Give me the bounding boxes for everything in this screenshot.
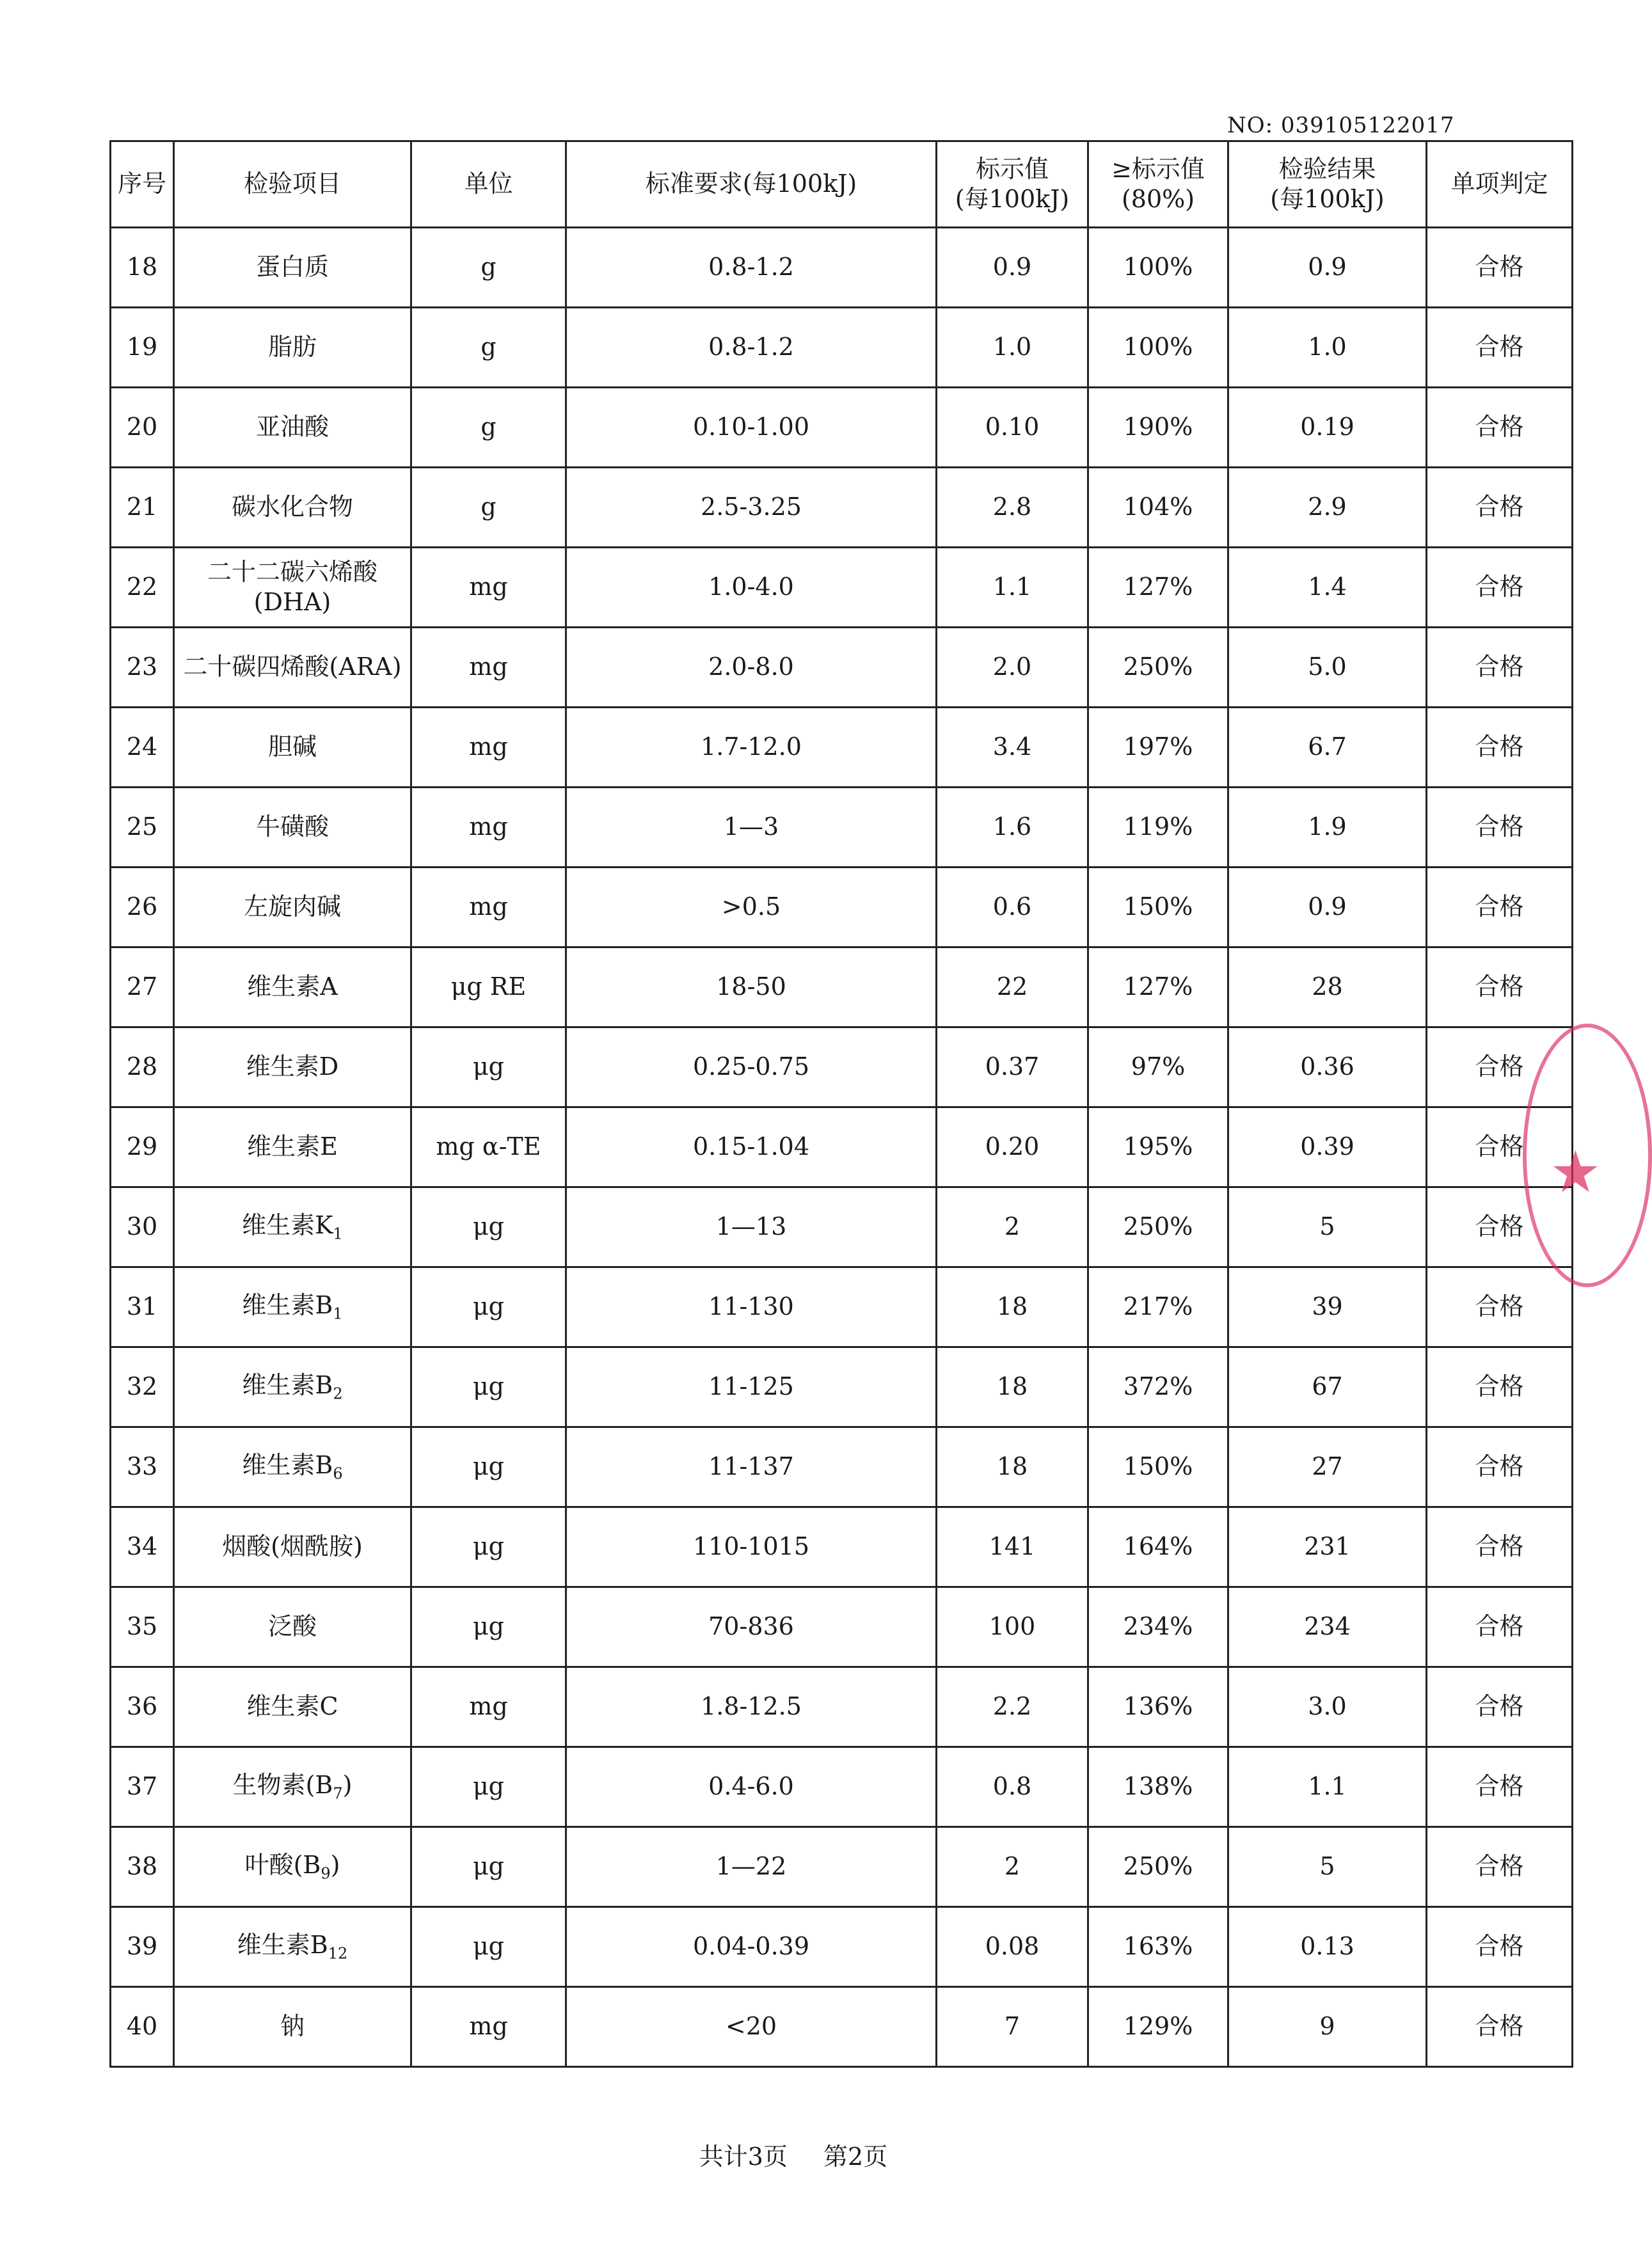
cell-item bbox=[174, 628, 411, 708]
cell-unit: g bbox=[411, 388, 566, 468]
cell-label-value: 1.1 bbox=[937, 548, 1088, 628]
header-seq: 序号 bbox=[111, 141, 174, 228]
cell-result: 0.19 bbox=[1228, 388, 1427, 468]
item-name: 维生素B bbox=[242, 1451, 333, 1480]
cell-result: 234 bbox=[1228, 1587, 1427, 1667]
cell-item bbox=[174, 548, 411, 628]
cell-unit: μg bbox=[411, 1827, 566, 1907]
cell-judgement: 合格 bbox=[1427, 1907, 1573, 1987]
cell-judgement: 合格 bbox=[1427, 1107, 1573, 1187]
cell-seq: 32 bbox=[111, 1347, 174, 1427]
cell-unit: μg bbox=[411, 1907, 566, 1987]
cell-percent: 138% bbox=[1088, 1747, 1228, 1827]
table-row bbox=[111, 1987, 1573, 2067]
cell-percent: 250% bbox=[1088, 1187, 1228, 1267]
table-row bbox=[111, 1267, 1573, 1347]
cell-unit: μg bbox=[411, 1587, 566, 1667]
cell-seq: 30 bbox=[111, 1187, 174, 1267]
cell-seq: 35 bbox=[111, 1587, 174, 1667]
cell-item bbox=[174, 1027, 411, 1107]
cell-judgement: 合格 bbox=[1427, 1747, 1573, 1827]
cell-label-value: 100 bbox=[937, 1587, 1088, 1667]
item-subscript: 1 bbox=[333, 1225, 343, 1243]
cell-item bbox=[174, 228, 411, 308]
cell-result: 231 bbox=[1228, 1507, 1427, 1587]
cell-judgement: 合格 bbox=[1427, 308, 1573, 388]
cell-unit: mg bbox=[411, 628, 566, 708]
cell-standard: 18-50 bbox=[566, 947, 937, 1027]
cell-label-value: 1.0 bbox=[937, 308, 1088, 388]
cell-standard: 0.8-1.2 bbox=[566, 308, 937, 388]
cell-percent: 250% bbox=[1088, 628, 1228, 708]
cell-seq: 18 bbox=[111, 228, 174, 308]
item-name: 牛磺酸 bbox=[255, 812, 329, 841]
cell-seq: 20 bbox=[111, 388, 174, 468]
cell-standard: 2.5-3.25 bbox=[566, 468, 937, 548]
cell-judgement: 合格 bbox=[1427, 1987, 1573, 2067]
cell-result: 39 bbox=[1228, 1267, 1427, 1347]
cell-label-value: 2.8 bbox=[937, 468, 1088, 548]
cell-unit: μg RE bbox=[411, 947, 566, 1027]
cell-label-value: 1.6 bbox=[937, 788, 1088, 868]
table-row bbox=[111, 1187, 1573, 1267]
cell-judgement: 合格 bbox=[1427, 1187, 1573, 1267]
item-subscript: 6 bbox=[333, 1464, 343, 1483]
cell-item bbox=[174, 868, 411, 947]
cell-result: 5.0 bbox=[1228, 628, 1427, 708]
cell-judgement: 合格 bbox=[1427, 1267, 1573, 1347]
cell-result: 5 bbox=[1228, 1187, 1427, 1267]
item-name: 亚油酸 bbox=[255, 413, 329, 441]
cell-standard: <20 bbox=[566, 1987, 937, 2067]
cell-unit: μg bbox=[411, 1027, 566, 1107]
cell-label-value: 7 bbox=[937, 1987, 1088, 2067]
cell-result: 0.9 bbox=[1228, 868, 1427, 947]
cell-standard: 0.15-1.04 bbox=[566, 1107, 937, 1187]
cell-percent: 217% bbox=[1088, 1267, 1228, 1347]
header-result: 检验结果 (每100kJ) bbox=[1228, 141, 1427, 228]
cell-percent: 197% bbox=[1088, 708, 1228, 788]
cell-unit: μg bbox=[411, 1507, 566, 1587]
cell-item bbox=[174, 1187, 411, 1267]
cell-percent: 136% bbox=[1088, 1667, 1228, 1747]
cell-label-value: 0.20 bbox=[937, 1107, 1088, 1187]
cell-unit: μg bbox=[411, 1747, 566, 1827]
cell-label-value: 0.08 bbox=[937, 1907, 1088, 1987]
cell-standard: 2.0-8.0 bbox=[566, 628, 937, 708]
table-row bbox=[111, 868, 1573, 947]
item-subscript: 9 bbox=[321, 1864, 331, 1883]
cell-result: 6.7 bbox=[1228, 708, 1427, 788]
cell-result: 0.9 bbox=[1228, 228, 1427, 308]
header-standard: 标准要求(每100kJ) bbox=[566, 141, 937, 228]
cell-label-value: 0.6 bbox=[937, 868, 1088, 947]
cell-seq: 19 bbox=[111, 308, 174, 388]
stamp-star-icon: ★ bbox=[1550, 1139, 1601, 1206]
cell-percent: 190% bbox=[1088, 388, 1228, 468]
cell-seq: 34 bbox=[111, 1507, 174, 1587]
cell-label-value: 2.0 bbox=[937, 628, 1088, 708]
cell-judgement: 合格 bbox=[1427, 1587, 1573, 1667]
cell-item bbox=[174, 1747, 411, 1827]
cell-judgement: 合格 bbox=[1427, 947, 1573, 1027]
table-row bbox=[111, 1827, 1573, 1907]
cell-seq: 22 bbox=[111, 548, 174, 628]
item-name: 维生素B bbox=[242, 1371, 333, 1400]
cell-seq: 23 bbox=[111, 628, 174, 708]
cell-item bbox=[174, 788, 411, 868]
item-subscript: 7 bbox=[333, 1784, 343, 1803]
cell-unit: μg bbox=[411, 1427, 566, 1507]
item-name-line2: (DHA) bbox=[253, 588, 331, 616]
cell-percent: 127% bbox=[1088, 548, 1228, 628]
cell-percent: 104% bbox=[1088, 468, 1228, 548]
cell-result: 1.9 bbox=[1228, 788, 1427, 868]
item-name: 维生素K bbox=[242, 1211, 333, 1240]
table-row bbox=[111, 947, 1573, 1027]
inspection-table bbox=[109, 140, 1573, 2068]
cell-percent: 127% bbox=[1088, 947, 1228, 1027]
cell-standard: 1.0-4.0 bbox=[566, 548, 937, 628]
cell-unit: μg bbox=[411, 1267, 566, 1347]
current-page: 第2页 bbox=[823, 2143, 888, 2171]
item-name: 碳水化合物 bbox=[231, 493, 353, 521]
cell-standard: 70-836 bbox=[566, 1587, 937, 1667]
cell-standard: 110-1015 bbox=[566, 1507, 937, 1587]
item-name: 脂肪 bbox=[267, 333, 317, 361]
cell-standard: 0.25-0.75 bbox=[566, 1027, 937, 1107]
header-label-value: 标示值 (每100kJ) bbox=[937, 141, 1088, 228]
cell-item bbox=[174, 947, 411, 1027]
cell-label-value: 0.37 bbox=[937, 1027, 1088, 1107]
table-row bbox=[111, 1427, 1573, 1507]
table-row bbox=[111, 788, 1573, 868]
cell-item bbox=[174, 1427, 411, 1507]
cell-result: 67 bbox=[1228, 1347, 1427, 1427]
cell-judgement: 合格 bbox=[1427, 1027, 1573, 1107]
header-row bbox=[111, 141, 1573, 228]
cell-judgement: 合格 bbox=[1427, 1507, 1573, 1587]
table-row bbox=[111, 548, 1573, 628]
table-row bbox=[111, 388, 1573, 468]
item-name: 烟酸(烟酰胺) bbox=[222, 1532, 363, 1561]
cell-item bbox=[174, 1907, 411, 1987]
cell-judgement: 合格 bbox=[1427, 628, 1573, 708]
cell-result: 1.1 bbox=[1228, 1747, 1427, 1827]
cell-percent: 97% bbox=[1088, 1027, 1228, 1107]
item-name: 二十二碳六烯酸 bbox=[207, 557, 377, 586]
item-name: 二十碳四烯酸(ARA) bbox=[183, 653, 402, 681]
cell-seq: 37 bbox=[111, 1747, 174, 1827]
cell-label-value: 0.9 bbox=[937, 228, 1088, 308]
table-row bbox=[111, 1507, 1573, 1587]
cell-result: 0.39 bbox=[1228, 1107, 1427, 1187]
cell-unit: mg α-TE bbox=[411, 1107, 566, 1187]
header-percent: ≥标示值 (80%) bbox=[1088, 141, 1228, 228]
cell-item bbox=[174, 1107, 411, 1187]
cell-seq: 27 bbox=[111, 947, 174, 1027]
cell-result: 2.9 bbox=[1228, 468, 1427, 548]
cell-label-value: 2 bbox=[937, 1827, 1088, 1907]
cell-judgement: 合格 bbox=[1427, 228, 1573, 308]
cell-standard: 1—13 bbox=[566, 1187, 937, 1267]
cell-percent: 150% bbox=[1088, 1427, 1228, 1507]
cell-result: 9 bbox=[1228, 1987, 1427, 2067]
cell-standard: 1—22 bbox=[566, 1827, 937, 1907]
cell-item bbox=[174, 1987, 411, 2067]
cell-unit: μg bbox=[411, 1347, 566, 1427]
cell-unit: mg bbox=[411, 1667, 566, 1747]
cell-result: 0.36 bbox=[1228, 1027, 1427, 1107]
cell-percent: 150% bbox=[1088, 868, 1228, 947]
cell-percent: 250% bbox=[1088, 1827, 1228, 1907]
cell-label-value: 22 bbox=[937, 947, 1088, 1027]
cell-standard: 0.4-6.0 bbox=[566, 1747, 937, 1827]
cell-seq: 36 bbox=[111, 1667, 174, 1747]
cell-standard: 0.04-0.39 bbox=[566, 1907, 937, 1987]
table-row bbox=[111, 1587, 1573, 1667]
cell-result: 0.13 bbox=[1228, 1907, 1427, 1987]
cell-seq: 24 bbox=[111, 708, 174, 788]
cell-item bbox=[174, 708, 411, 788]
cell-label-value: 18 bbox=[937, 1347, 1088, 1427]
total-pages: 共计3页 bbox=[699, 2143, 788, 2171]
cell-standard: 11-125 bbox=[566, 1347, 937, 1427]
cell-unit: mg bbox=[411, 548, 566, 628]
cell-item bbox=[174, 1667, 411, 1747]
cell-seq: 38 bbox=[111, 1827, 174, 1907]
cell-item bbox=[174, 1827, 411, 1907]
cell-label-value: 2.2 bbox=[937, 1667, 1088, 1747]
cell-result: 28 bbox=[1228, 947, 1427, 1027]
item-name: 维生素D bbox=[246, 1052, 339, 1081]
cell-unit: mg bbox=[411, 708, 566, 788]
item-subscript: 2 bbox=[333, 1384, 343, 1403]
page-footer bbox=[0, 2137, 1587, 2172]
cell-judgement: 合格 bbox=[1427, 1427, 1573, 1507]
item-tail: ) bbox=[330, 1851, 340, 1880]
cell-unit: mg bbox=[411, 1987, 566, 2067]
cell-unit: mg bbox=[411, 788, 566, 868]
table-body bbox=[111, 228, 1573, 2067]
cell-seq: 26 bbox=[111, 868, 174, 947]
cell-percent: 372% bbox=[1088, 1347, 1228, 1427]
cell-result: 27 bbox=[1228, 1427, 1427, 1507]
cell-seq: 31 bbox=[111, 1267, 174, 1347]
cell-unit: g bbox=[411, 468, 566, 548]
cell-percent: 100% bbox=[1088, 308, 1228, 388]
cell-unit: g bbox=[411, 228, 566, 308]
cell-percent: 163% bbox=[1088, 1907, 1228, 1987]
cell-percent: 164% bbox=[1088, 1507, 1228, 1587]
cell-item bbox=[174, 388, 411, 468]
cell-item bbox=[174, 1267, 411, 1347]
item-name: 左旋肉碱 bbox=[243, 892, 341, 921]
item-name: 维生素C bbox=[246, 1692, 338, 1721]
cell-standard: 1.8-12.5 bbox=[566, 1667, 937, 1747]
cell-label-value: 141 bbox=[937, 1507, 1088, 1587]
table-row bbox=[111, 1027, 1573, 1107]
cell-result: 1.4 bbox=[1228, 548, 1427, 628]
cell-standard: 1.7-12.0 bbox=[566, 708, 937, 788]
header-item: 检验项目 bbox=[174, 141, 411, 228]
item-tail: ) bbox=[342, 1771, 353, 1800]
table-row bbox=[111, 1907, 1573, 1987]
cell-standard: 0.10-1.00 bbox=[566, 388, 937, 468]
cell-judgement: 合格 bbox=[1427, 1827, 1573, 1907]
cell-label-value: 0.8 bbox=[937, 1747, 1088, 1827]
cell-judgement: 合格 bbox=[1427, 788, 1573, 868]
cell-judgement: 合格 bbox=[1427, 388, 1573, 468]
table-row bbox=[111, 1347, 1573, 1427]
header-judgement: 单项判定 bbox=[1427, 141, 1573, 228]
table-row bbox=[111, 1107, 1573, 1187]
cell-result: 5 bbox=[1228, 1827, 1427, 1907]
cell-item bbox=[174, 1507, 411, 1587]
table-row bbox=[111, 1667, 1573, 1747]
cell-percent: 100% bbox=[1088, 228, 1228, 308]
item-name: 泛酸 bbox=[267, 1612, 317, 1641]
item-name: 维生素E bbox=[247, 1132, 338, 1161]
cell-standard: 11-137 bbox=[566, 1427, 937, 1507]
cell-standard: 0.8-1.2 bbox=[566, 228, 937, 308]
item-name: 维生素B bbox=[237, 1931, 328, 1960]
item-name: 生物素(B bbox=[232, 1771, 333, 1800]
item-name: 蛋白质 bbox=[255, 253, 329, 281]
cell-label-value: 0.10 bbox=[937, 388, 1088, 468]
cell-unit: mg bbox=[411, 868, 566, 947]
cell-standard: 11-130 bbox=[566, 1267, 937, 1347]
item-name: 维生素A bbox=[247, 972, 338, 1001]
cell-seq: 33 bbox=[111, 1427, 174, 1507]
cell-percent: 234% bbox=[1088, 1587, 1228, 1667]
item-subscript: 12 bbox=[328, 1944, 348, 1963]
cell-item bbox=[174, 1587, 411, 1667]
header-unit: 单位 bbox=[411, 141, 566, 228]
cell-unit: g bbox=[411, 308, 566, 388]
cell-label-value: 18 bbox=[937, 1427, 1088, 1507]
cell-seq: 25 bbox=[111, 788, 174, 868]
cell-label-value: 3.4 bbox=[937, 708, 1088, 788]
table-row bbox=[111, 628, 1573, 708]
cell-judgement: 合格 bbox=[1427, 548, 1573, 628]
cell-percent: 129% bbox=[1088, 1987, 1228, 2067]
cell-seq: 40 bbox=[111, 1987, 174, 2067]
cell-standard: 1—3 bbox=[566, 788, 937, 868]
item-name: 维生素B bbox=[242, 1291, 333, 1320]
table-row bbox=[111, 708, 1573, 788]
cell-result: 3.0 bbox=[1228, 1667, 1427, 1747]
item-name: 胆碱 bbox=[267, 733, 317, 761]
item-name: 叶酸(B bbox=[244, 1851, 321, 1880]
table-row bbox=[111, 468, 1573, 548]
cell-label-value: 18 bbox=[937, 1267, 1088, 1347]
table-row bbox=[111, 228, 1573, 308]
cell-item bbox=[174, 468, 411, 548]
table-row bbox=[111, 1747, 1573, 1827]
cell-judgement: 合格 bbox=[1427, 1347, 1573, 1427]
cell-unit: μg bbox=[411, 1187, 566, 1267]
cell-standard: >0.5 bbox=[566, 868, 937, 947]
cell-item bbox=[174, 308, 411, 388]
cell-judgement: 合格 bbox=[1427, 708, 1573, 788]
cell-seq: 21 bbox=[111, 468, 174, 548]
cell-seq: 29 bbox=[111, 1107, 174, 1187]
cell-judgement: 合格 bbox=[1427, 868, 1573, 947]
cell-judgement: 合格 bbox=[1427, 468, 1573, 548]
cell-item bbox=[174, 1347, 411, 1427]
item-name: 钠 bbox=[280, 2012, 305, 2041]
item-subscript: 1 bbox=[333, 1304, 343, 1323]
cell-label-value: 2 bbox=[937, 1187, 1088, 1267]
cell-judgement: 合格 bbox=[1427, 1667, 1573, 1747]
cell-result: 1.0 bbox=[1228, 308, 1427, 388]
cell-seq: 28 bbox=[111, 1027, 174, 1107]
table-row bbox=[111, 308, 1573, 388]
report-number: NO: 039105122017 bbox=[1227, 113, 1455, 138]
cell-percent: 195% bbox=[1088, 1107, 1228, 1187]
cell-percent: 119% bbox=[1088, 788, 1228, 868]
cell-seq: 39 bbox=[111, 1907, 174, 1987]
